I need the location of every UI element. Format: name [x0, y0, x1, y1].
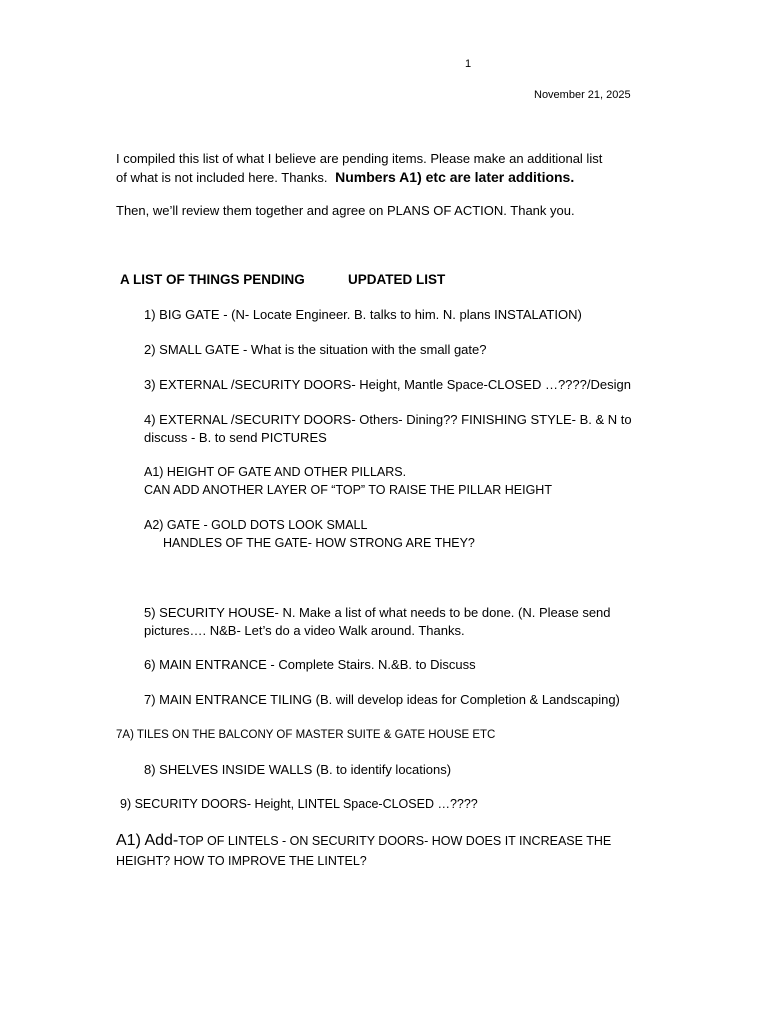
- intro-line-2-bold: Numbers A1) etc are later additions.: [335, 169, 575, 185]
- list-item-1: 1) BIG GATE - (N- Locate Engineer. B. talks to him. N. plans INSTALATION): [144, 307, 582, 322]
- list-heading: A LIST OF THINGS PENDING: [120, 272, 305, 287]
- list-item-a2-line-2: HANDLES OF THE GATE- HOW STRONG ARE THEY?: [163, 536, 475, 550]
- list-item-a2-line-1: A2) GATE - GOLD DOTS LOOK SMALL: [144, 518, 368, 532]
- document-date: November 21, 2025: [534, 89, 631, 101]
- intro-line-2: [116, 168, 574, 187]
- list-item-a1-lintel-prefix: A1) Add-: [116, 832, 179, 849]
- list-item-a1-lintel-rest: TOP OF LINTELS - ON SECURITY DOORS- HOW DOES IT INCREASE THE: [178, 834, 612, 848]
- intro-line-2-text: of what is not included here. Thanks.: [116, 170, 328, 185]
- list-item-a1-lintel-line-2: HEIGHT? HOW TO IMPROVE THE LINTEL?: [116, 854, 367, 868]
- list-item-a1-line-1: A1) HEIGHT OF GATE AND OTHER PILLARS.: [144, 465, 407, 479]
- list-item-5-line-1: 5) SECURITY HOUSE- N. Make a list of what needs to be done. (N. Please send: [144, 605, 611, 620]
- page-number: 1: [465, 58, 472, 70]
- list-item-2: 2) SMALL GATE - What is the situation with the small gate?: [144, 342, 487, 357]
- intro-line-1: I compiled this list of what I believe are pending items. Please make an additional list: [116, 151, 603, 166]
- list-item-7a: 7A) TILES ON THE BALCONY OF MASTER SUITE & GATE HOUSE ETC: [116, 729, 496, 741]
- list-item-7: 7) MAIN ENTRANCE TILING (B. will develop ideas for Completion & Landscaping): [144, 692, 620, 707]
- list-item-9: 9) SECURITY DOORS- Height, LINTEL Space-CLOSED …????: [120, 797, 478, 811]
- intro-line-3: Then, we’ll review them together and agree on PLANS OF ACTION. Thank you.: [116, 203, 575, 218]
- list-item-6: 6) MAIN ENTRANCE - Complete Stairs. N.&B. to Discuss: [144, 657, 476, 672]
- list-item-5-line-2: pictures…. N&B- Let’s do a video Walk around. Thanks.: [144, 623, 465, 638]
- list-item-3: 3) EXTERNAL /SECURITY DOORS- Height, Mantle Space-CLOSED …????/Design: [144, 377, 631, 392]
- list-item-a1-line-2: CAN ADD ANOTHER LAYER OF “TOP” TO RAISE THE PILLAR HEIGHT: [144, 483, 552, 497]
- list-item-4-line-2: discuss - B. to send PICTURES: [144, 430, 327, 445]
- updated-list-heading: UPDATED LIST: [348, 272, 446, 287]
- list-item-8: 8) SHELVES INSIDE WALLS (B. to identify locations): [144, 762, 452, 777]
- list-item-a1-lintel-line-1: [116, 830, 611, 852]
- list-item-4-line-1: 4) EXTERNAL /SECURITY DOORS- Others- Dining?? FINISHING STYLE- B. & N to: [144, 412, 632, 427]
